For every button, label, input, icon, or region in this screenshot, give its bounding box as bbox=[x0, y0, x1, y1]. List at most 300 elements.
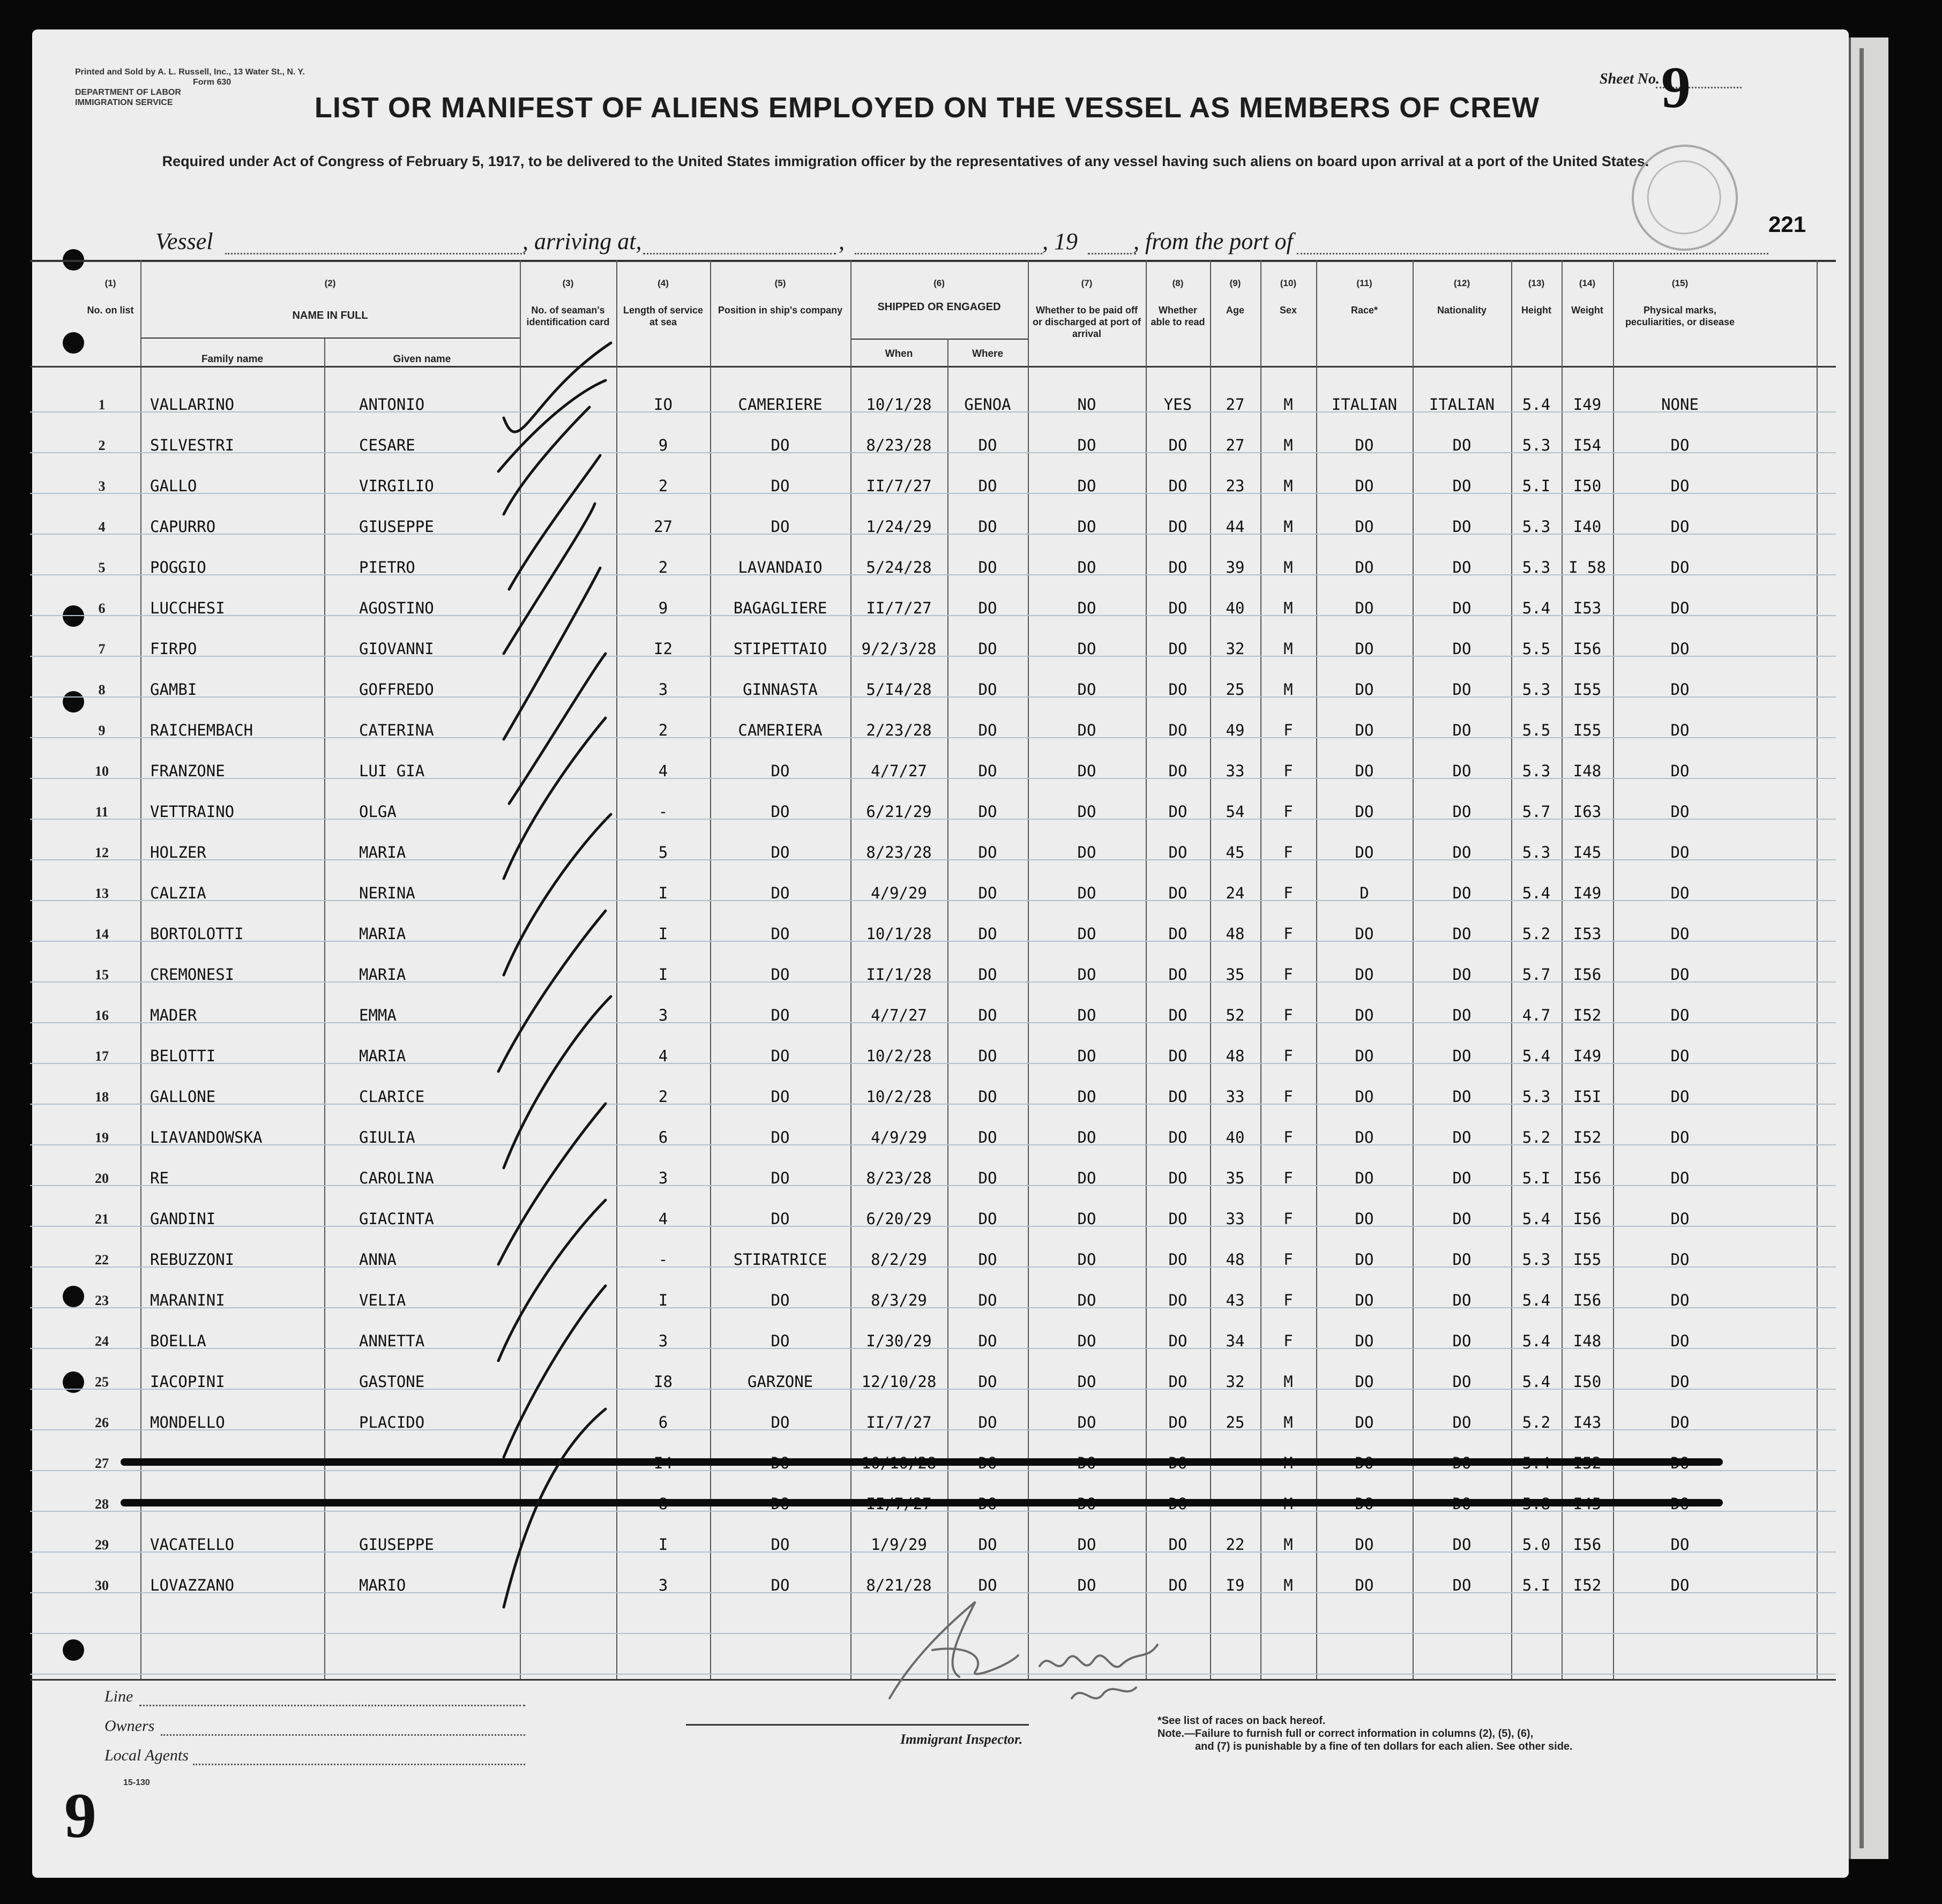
cell-weight: I53 bbox=[1573, 599, 1602, 617]
cell-sex: M bbox=[1283, 1535, 1293, 1554]
cell-race: D bbox=[1360, 884, 1369, 902]
cell-family: SILVESTRI bbox=[150, 436, 235, 454]
footer-agents-blank bbox=[193, 1763, 525, 1765]
cell-nationality: DO bbox=[1452, 436, 1472, 454]
cell-when: 8/23/28 bbox=[866, 843, 932, 861]
cell-paid: DO bbox=[1077, 1088, 1096, 1106]
cell-read: DO bbox=[1168, 1210, 1187, 1228]
cell-family: MARANINI bbox=[150, 1291, 225, 1309]
cell-position: LAVANDAIO bbox=[738, 558, 823, 576]
cell-race: DO bbox=[1355, 1047, 1374, 1065]
cancelled-row-strike bbox=[121, 1499, 1723, 1506]
cell-read: DO bbox=[1168, 1250, 1187, 1269]
cell-position: DO bbox=[771, 1576, 790, 1594]
column-label-where: Where bbox=[972, 348, 1004, 359]
printer-line: Printed and Sold by A. L. Russell, Inc., 13 Water St., N. Y. bbox=[75, 68, 305, 77]
cell-age: 33 bbox=[1226, 1088, 1245, 1106]
column-label-when: When bbox=[885, 348, 913, 359]
check-marks bbox=[482, 332, 622, 1618]
cell-marks: DO bbox=[1670, 762, 1690, 780]
cell-sex: F bbox=[1283, 1210, 1293, 1228]
cell-height: 5.0 bbox=[1522, 1535, 1551, 1554]
cell-position: DO bbox=[771, 1128, 790, 1146]
cell-weight: I63 bbox=[1573, 803, 1602, 821]
cell-where: DO bbox=[978, 762, 997, 780]
cell-read: DO bbox=[1168, 518, 1187, 536]
punch-hole bbox=[63, 1286, 84, 1307]
cell-age: 35 bbox=[1226, 965, 1245, 984]
cell-weight: I55 bbox=[1573, 1250, 1602, 1269]
cell-family: GAMBI bbox=[150, 680, 197, 699]
cell-position: GARZONE bbox=[747, 1373, 813, 1391]
cell-family: MONDELLO bbox=[150, 1413, 225, 1431]
cell-race: ITALIAN bbox=[1331, 395, 1398, 414]
cell-position: DO bbox=[771, 436, 790, 454]
column-label-14: Weight bbox=[1571, 305, 1603, 316]
column-number-8: (8) bbox=[1172, 278, 1184, 288]
row-number: 29 bbox=[95, 1537, 109, 1553]
cell-sex: F bbox=[1283, 1250, 1293, 1269]
cell-where: DO bbox=[978, 1210, 997, 1228]
cell-marks: DO bbox=[1670, 803, 1690, 821]
cell-where: DO bbox=[978, 558, 997, 576]
punch-hole bbox=[63, 1371, 84, 1393]
cell-service: I bbox=[658, 1291, 668, 1309]
cell-marks: DO bbox=[1670, 721, 1690, 739]
cell-read: DO bbox=[1168, 762, 1187, 780]
row-number: 16 bbox=[95, 1008, 109, 1023]
cell-when: 10/2/28 bbox=[866, 1047, 932, 1065]
cell-when: 4/7/27 bbox=[871, 1006, 927, 1024]
cell-when: 4/9/29 bbox=[871, 884, 927, 902]
column-label-family-name: Family name bbox=[201, 354, 264, 365]
subheader-rule bbox=[140, 338, 520, 339]
cell-family: FIRPO bbox=[150, 640, 197, 658]
footer-owners-blank bbox=[161, 1733, 525, 1736]
cell-race: DO bbox=[1355, 1169, 1374, 1187]
column-label-11: Race* bbox=[1350, 305, 1378, 316]
year-blank bbox=[1088, 252, 1136, 254]
cell-weight: I56 bbox=[1573, 1169, 1602, 1187]
cell-paid: DO bbox=[1077, 1576, 1096, 1594]
cell-marks: DO bbox=[1670, 843, 1690, 861]
cancelled-row-strike bbox=[121, 1458, 1723, 1466]
cell-height: 5.3 bbox=[1522, 680, 1551, 699]
cell-given: MARIA bbox=[359, 965, 406, 984]
cell-read: DO bbox=[1168, 1373, 1187, 1391]
cell-height: 5.7 bbox=[1522, 965, 1551, 984]
cell-race: DO bbox=[1355, 518, 1374, 536]
cell-nationality: DO bbox=[1452, 843, 1472, 861]
cell-service: 3 bbox=[658, 1006, 668, 1024]
cell-family: VETTRAINO bbox=[150, 803, 235, 821]
footer-line-blank bbox=[139, 1704, 525, 1706]
cell-paid: DO bbox=[1077, 721, 1096, 739]
cell-nationality: DO bbox=[1452, 1128, 1472, 1146]
cell-given: GIULIA bbox=[359, 1128, 415, 1146]
cell-where: DO bbox=[978, 1047, 997, 1065]
inspector-line bbox=[686, 1724, 1029, 1726]
department-line: DEPARTMENT OF LABOR bbox=[75, 88, 181, 97]
cell-given: MARIA bbox=[359, 843, 406, 861]
cell-age: 40 bbox=[1226, 1128, 1245, 1146]
cell-family: LIAVANDOWSKA bbox=[150, 1128, 263, 1146]
cell-family: FRANZONE bbox=[150, 762, 225, 780]
column-number-15: (15) bbox=[1671, 278, 1689, 288]
cell-when: 12/10/28 bbox=[861, 1373, 937, 1391]
cell-weight: I40 bbox=[1573, 518, 1602, 536]
cell-race: DO bbox=[1355, 599, 1374, 617]
column-label-10: Sex bbox=[1279, 305, 1297, 316]
row-number: 11 bbox=[95, 804, 109, 820]
cell-where: DO bbox=[978, 1169, 997, 1187]
cell-race: DO bbox=[1355, 1250, 1374, 1269]
cell-position: BAGAGLIERE bbox=[733, 599, 827, 617]
cell-sex: F bbox=[1283, 1291, 1293, 1309]
sheet-number: 9 bbox=[1661, 55, 1691, 120]
cell-when: 8/21/28 bbox=[866, 1576, 932, 1594]
cell-given: MARIO bbox=[359, 1576, 406, 1594]
cell-read: YES bbox=[1163, 395, 1192, 414]
cell-family: BOELLA bbox=[150, 1332, 206, 1350]
cell-weight: I48 bbox=[1573, 1332, 1602, 1350]
cell-read: DO bbox=[1168, 1169, 1187, 1187]
cell-where: DO bbox=[978, 599, 997, 617]
cell-nationality: DO bbox=[1452, 1006, 1472, 1024]
cell-race: DO bbox=[1355, 1006, 1374, 1024]
cell-service: 5 bbox=[658, 843, 668, 861]
cell-weight: I56 bbox=[1573, 1210, 1602, 1228]
cell-paid: DO bbox=[1077, 1006, 1096, 1024]
column-number-11: (11) bbox=[1356, 278, 1372, 288]
column-number-5: (5) bbox=[774, 278, 786, 288]
cell-paid: DO bbox=[1077, 965, 1096, 984]
cell-family: RE bbox=[150, 1169, 169, 1187]
cell-weight: I50 bbox=[1573, 477, 1602, 495]
cell-sex: F bbox=[1283, 721, 1293, 739]
cell-service: 6 bbox=[658, 1128, 668, 1146]
cell-given: MARIA bbox=[359, 1047, 406, 1065]
cell-family: MADER bbox=[150, 1006, 197, 1024]
cell-sex: M bbox=[1283, 680, 1293, 699]
cell-when: II/7/27 bbox=[866, 1413, 932, 1431]
row-number: 8 bbox=[98, 682, 106, 698]
row-number: 3 bbox=[98, 478, 106, 494]
cell-when: 6/20/29 bbox=[866, 1210, 932, 1228]
cell-read: DO bbox=[1168, 721, 1187, 739]
footnote-races: *See list of races on back hereof. bbox=[1157, 1715, 1326, 1727]
row-number: 27 bbox=[95, 1456, 109, 1471]
cell-position: GINNASTA bbox=[743, 680, 818, 699]
cell-family: GALLO bbox=[150, 477, 197, 495]
cell-given: PLACIDO bbox=[359, 1413, 425, 1431]
cell-race: DO bbox=[1355, 1210, 1374, 1228]
footnote bbox=[1157, 1714, 1573, 1753]
cell-family: POGGIO bbox=[150, 558, 206, 576]
cell-weight: I45 bbox=[1573, 843, 1602, 861]
cell-age: 22 bbox=[1226, 1535, 1245, 1554]
cell-sex: F bbox=[1283, 1128, 1293, 1146]
cell-marks: DO bbox=[1670, 1576, 1690, 1594]
cell-weight: I49 bbox=[1573, 395, 1602, 414]
cell-height: 5.3 bbox=[1522, 1250, 1551, 1269]
cell-height: 5.3 bbox=[1522, 843, 1551, 861]
cell-race: DO bbox=[1355, 1535, 1374, 1554]
cell-given: EMMA bbox=[359, 1006, 397, 1024]
punch-hole bbox=[63, 691, 84, 713]
cell-service: - bbox=[658, 1250, 668, 1269]
punch-hole bbox=[63, 605, 84, 627]
column-label-3: No. of seaman's identification card bbox=[526, 305, 610, 327]
cell-paid: DO bbox=[1077, 1291, 1096, 1309]
cell-given: CLARICE bbox=[359, 1088, 425, 1106]
cell-nationality: DO bbox=[1452, 884, 1472, 902]
cell-family: IACOPINI bbox=[150, 1373, 225, 1391]
cell-position: DO bbox=[771, 1413, 790, 1431]
cell-height: 5.2 bbox=[1522, 925, 1551, 943]
row-number: 1 bbox=[98, 397, 106, 413]
cell-sex: M bbox=[1283, 395, 1293, 414]
row-number: 6 bbox=[98, 601, 106, 616]
cell-paid: DO bbox=[1077, 884, 1096, 902]
cell-age: 48 bbox=[1226, 1250, 1245, 1269]
cell-marks: DO bbox=[1670, 477, 1690, 495]
cell-where: DO bbox=[978, 1006, 997, 1024]
row-number: 20 bbox=[95, 1171, 109, 1186]
cell-read: DO bbox=[1168, 1413, 1187, 1431]
cell-weight: I49 bbox=[1573, 884, 1602, 902]
cell-age: 23 bbox=[1226, 477, 1245, 495]
cell-service: 3 bbox=[658, 1576, 668, 1594]
cell-when: II/1/28 bbox=[866, 965, 932, 984]
row-number: 10 bbox=[95, 763, 109, 779]
cell-service: I bbox=[658, 925, 668, 943]
column-rule bbox=[324, 339, 325, 1679]
cell-sex: F bbox=[1283, 925, 1293, 943]
cell-read: DO bbox=[1168, 925, 1187, 943]
cell-height: 5.I bbox=[1522, 1169, 1551, 1187]
cell-marks: DO bbox=[1670, 1128, 1690, 1146]
cell-when: 10/1/28 bbox=[866, 395, 932, 414]
cell-sex: M bbox=[1283, 477, 1293, 495]
cell-given: ANNETTA bbox=[359, 1332, 425, 1350]
vessel-blank bbox=[225, 252, 525, 254]
cell-paid: DO bbox=[1077, 640, 1096, 658]
cell-height: 5.4 bbox=[1522, 884, 1551, 902]
cell-age: I9 bbox=[1226, 1576, 1245, 1594]
cell-sex: M bbox=[1283, 1413, 1293, 1431]
cell-weight: I5I bbox=[1573, 1088, 1602, 1106]
cell-given: ANNA bbox=[359, 1250, 397, 1269]
row-number: 30 bbox=[95, 1578, 109, 1593]
cell-sex: F bbox=[1283, 884, 1293, 902]
cell-nationality: DO bbox=[1452, 1088, 1472, 1106]
cell-marks: DO bbox=[1670, 680, 1690, 699]
cell-service: 4 bbox=[658, 1047, 668, 1065]
cell-service: 9 bbox=[658, 599, 668, 617]
cell-given: LUI GIA bbox=[359, 762, 425, 780]
vessel-label: Vessel bbox=[155, 228, 213, 254]
cell-race: DO bbox=[1355, 558, 1374, 576]
cell-sex: F bbox=[1283, 843, 1293, 861]
cell-sex: M bbox=[1283, 599, 1293, 617]
cell-position: DO bbox=[771, 1169, 790, 1187]
cell-position: DO bbox=[771, 762, 790, 780]
column-rule bbox=[1817, 260, 1818, 1679]
cell-nationality: DO bbox=[1452, 558, 1472, 576]
column-number-12: (12) bbox=[1453, 278, 1470, 288]
punch-hole bbox=[63, 1639, 84, 1661]
column-label-4: Length of service at sea bbox=[623, 305, 704, 327]
cell-race: DO bbox=[1355, 680, 1374, 699]
cell-read: DO bbox=[1168, 1006, 1187, 1024]
cell-given: CATERINA bbox=[359, 721, 434, 739]
column-label-15: Physical marks, peculiarities, or disease bbox=[1625, 305, 1735, 327]
cell-nationality: DO bbox=[1452, 925, 1472, 943]
cell-race: DO bbox=[1355, 1576, 1374, 1594]
row-number: 24 bbox=[95, 1333, 109, 1349]
column-label-8: Whether able to read bbox=[1151, 305, 1205, 327]
cell-age: 24 bbox=[1226, 884, 1245, 902]
cell-given: OLGA bbox=[359, 803, 397, 821]
cell-service: I bbox=[658, 965, 668, 984]
cell-paid: DO bbox=[1077, 1373, 1096, 1391]
cell-where: DO bbox=[978, 436, 997, 454]
inspector-signature bbox=[879, 1586, 1222, 1709]
cell-sex: M bbox=[1283, 1576, 1293, 1594]
cell-position: DO bbox=[771, 1088, 790, 1106]
cell-service: I8 bbox=[654, 1373, 673, 1391]
cell-position: DO bbox=[771, 1291, 790, 1309]
cell-read: DO bbox=[1168, 640, 1187, 658]
cell-read: DO bbox=[1168, 884, 1187, 902]
cell-weight: I53 bbox=[1573, 925, 1602, 943]
cell-family: BORTOLOTTI bbox=[150, 925, 244, 943]
cell-nationality: DO bbox=[1452, 803, 1472, 821]
cell-service: 2 bbox=[658, 721, 668, 739]
cell-position: DO bbox=[771, 1535, 790, 1554]
cell-sex: M bbox=[1283, 1373, 1293, 1391]
cell-paid: DO bbox=[1077, 1128, 1096, 1146]
cell-paid: DO bbox=[1077, 1210, 1096, 1228]
cell-position: DO bbox=[771, 843, 790, 861]
cell-sex: F bbox=[1283, 1006, 1293, 1024]
column-label-9: Age bbox=[1226, 305, 1244, 316]
cell-height: 5.4 bbox=[1522, 395, 1551, 414]
cell-paid: DO bbox=[1077, 1169, 1096, 1187]
row-number: 17 bbox=[95, 1048, 109, 1064]
cell-where: DO bbox=[978, 843, 997, 861]
cell-nationality: DO bbox=[1452, 762, 1472, 780]
cell-weight: I55 bbox=[1573, 721, 1602, 739]
row-number: 25 bbox=[95, 1374, 109, 1390]
cell-read: DO bbox=[1168, 680, 1187, 699]
cell-when: 5/24/28 bbox=[866, 558, 932, 576]
cell-given: GIUSEPPE bbox=[359, 1535, 434, 1554]
cell-family: LUCCHESI bbox=[150, 599, 225, 617]
cell-when: 6/21/29 bbox=[866, 803, 932, 821]
cell-paid: DO bbox=[1077, 1332, 1096, 1350]
cell-read: DO bbox=[1168, 1332, 1187, 1350]
cell-paid: DO bbox=[1077, 762, 1096, 780]
column-number-3: (3) bbox=[562, 278, 574, 288]
header-bottom-rule bbox=[30, 366, 1836, 368]
cell-service: 27 bbox=[654, 518, 673, 536]
cell-read: DO bbox=[1168, 558, 1187, 576]
cell-where: DO bbox=[978, 1373, 997, 1391]
cell-read: DO bbox=[1168, 843, 1187, 861]
cell-age: 34 bbox=[1226, 1332, 1245, 1350]
cell-where: DO bbox=[978, 1088, 997, 1106]
cell-given: CAROLINA bbox=[359, 1169, 434, 1187]
cell-given: MARIA bbox=[359, 925, 406, 943]
column-label-13: Height bbox=[1521, 305, 1551, 316]
cell-paid: DO bbox=[1077, 558, 1096, 576]
cell-where: DO bbox=[978, 640, 997, 658]
cell-marks: NONE bbox=[1661, 395, 1699, 414]
cell-nationality: DO bbox=[1452, 1210, 1472, 1228]
cell-height: 5.I bbox=[1522, 1576, 1551, 1594]
form-code: 15-130 bbox=[123, 1778, 150, 1787]
column-label-1: No. on list bbox=[87, 305, 134, 316]
cell-height: 5.3 bbox=[1522, 558, 1551, 576]
cell-when: 4/7/27 bbox=[871, 762, 927, 780]
cell-service: 2 bbox=[658, 558, 668, 576]
row-number: 9 bbox=[98, 723, 106, 738]
cell-position: STIPETTAIO bbox=[733, 640, 827, 658]
cell-height: 5.5 bbox=[1522, 721, 1551, 739]
cell-weight: I56 bbox=[1573, 640, 1602, 658]
cell-age: 49 bbox=[1226, 721, 1245, 739]
cell-marks: DO bbox=[1670, 965, 1690, 984]
cell-nationality: ITALIAN bbox=[1429, 395, 1495, 414]
cell-marks: DO bbox=[1670, 518, 1690, 536]
binding-spine bbox=[1849, 38, 1888, 1859]
cell-age: 44 bbox=[1226, 518, 1245, 536]
cell-age: 33 bbox=[1226, 762, 1245, 780]
cell-nationality: DO bbox=[1452, 680, 1472, 699]
cell-where: DO bbox=[978, 925, 997, 943]
cell-position: DO bbox=[771, 925, 790, 943]
page-title: LIST OR MANIFEST OF ALIENS EMPLOYED ON THE VESSEL AS MEMBERS OF CREW bbox=[314, 92, 1540, 124]
cell-marks: DO bbox=[1670, 884, 1690, 902]
cell-service: 3 bbox=[658, 1169, 668, 1187]
row-number: 23 bbox=[95, 1293, 109, 1308]
row-number: 12 bbox=[95, 845, 109, 860]
sheet-label: Sheet No. bbox=[1600, 71, 1660, 87]
cell-where: DO bbox=[978, 803, 997, 821]
cell-paid: DO bbox=[1077, 436, 1096, 454]
cell-age: 27 bbox=[1226, 395, 1245, 414]
cell-sex: F bbox=[1283, 803, 1293, 821]
cell-sex: F bbox=[1283, 1169, 1293, 1187]
cell-paid: DO bbox=[1077, 843, 1096, 861]
cell-given: GIUSEPPE bbox=[359, 518, 434, 536]
inspector-label: Immigrant Inspector. bbox=[900, 1731, 1023, 1747]
cell-height: 5.2 bbox=[1522, 1413, 1551, 1431]
cell-race: DO bbox=[1355, 965, 1374, 984]
cell-where: DO bbox=[978, 1250, 997, 1269]
cell-marks: DO bbox=[1670, 1047, 1690, 1065]
cell-service: 2 bbox=[658, 1088, 668, 1106]
cell-marks: DO bbox=[1670, 436, 1690, 454]
cell-when: 2/23/28 bbox=[866, 721, 932, 739]
cell-nationality: DO bbox=[1452, 477, 1472, 495]
cell-nationality: DO bbox=[1452, 1169, 1472, 1187]
cell-service: I2 bbox=[654, 640, 673, 658]
cell-given: VELIA bbox=[359, 1291, 406, 1309]
cell-height: 5.3 bbox=[1522, 436, 1551, 454]
